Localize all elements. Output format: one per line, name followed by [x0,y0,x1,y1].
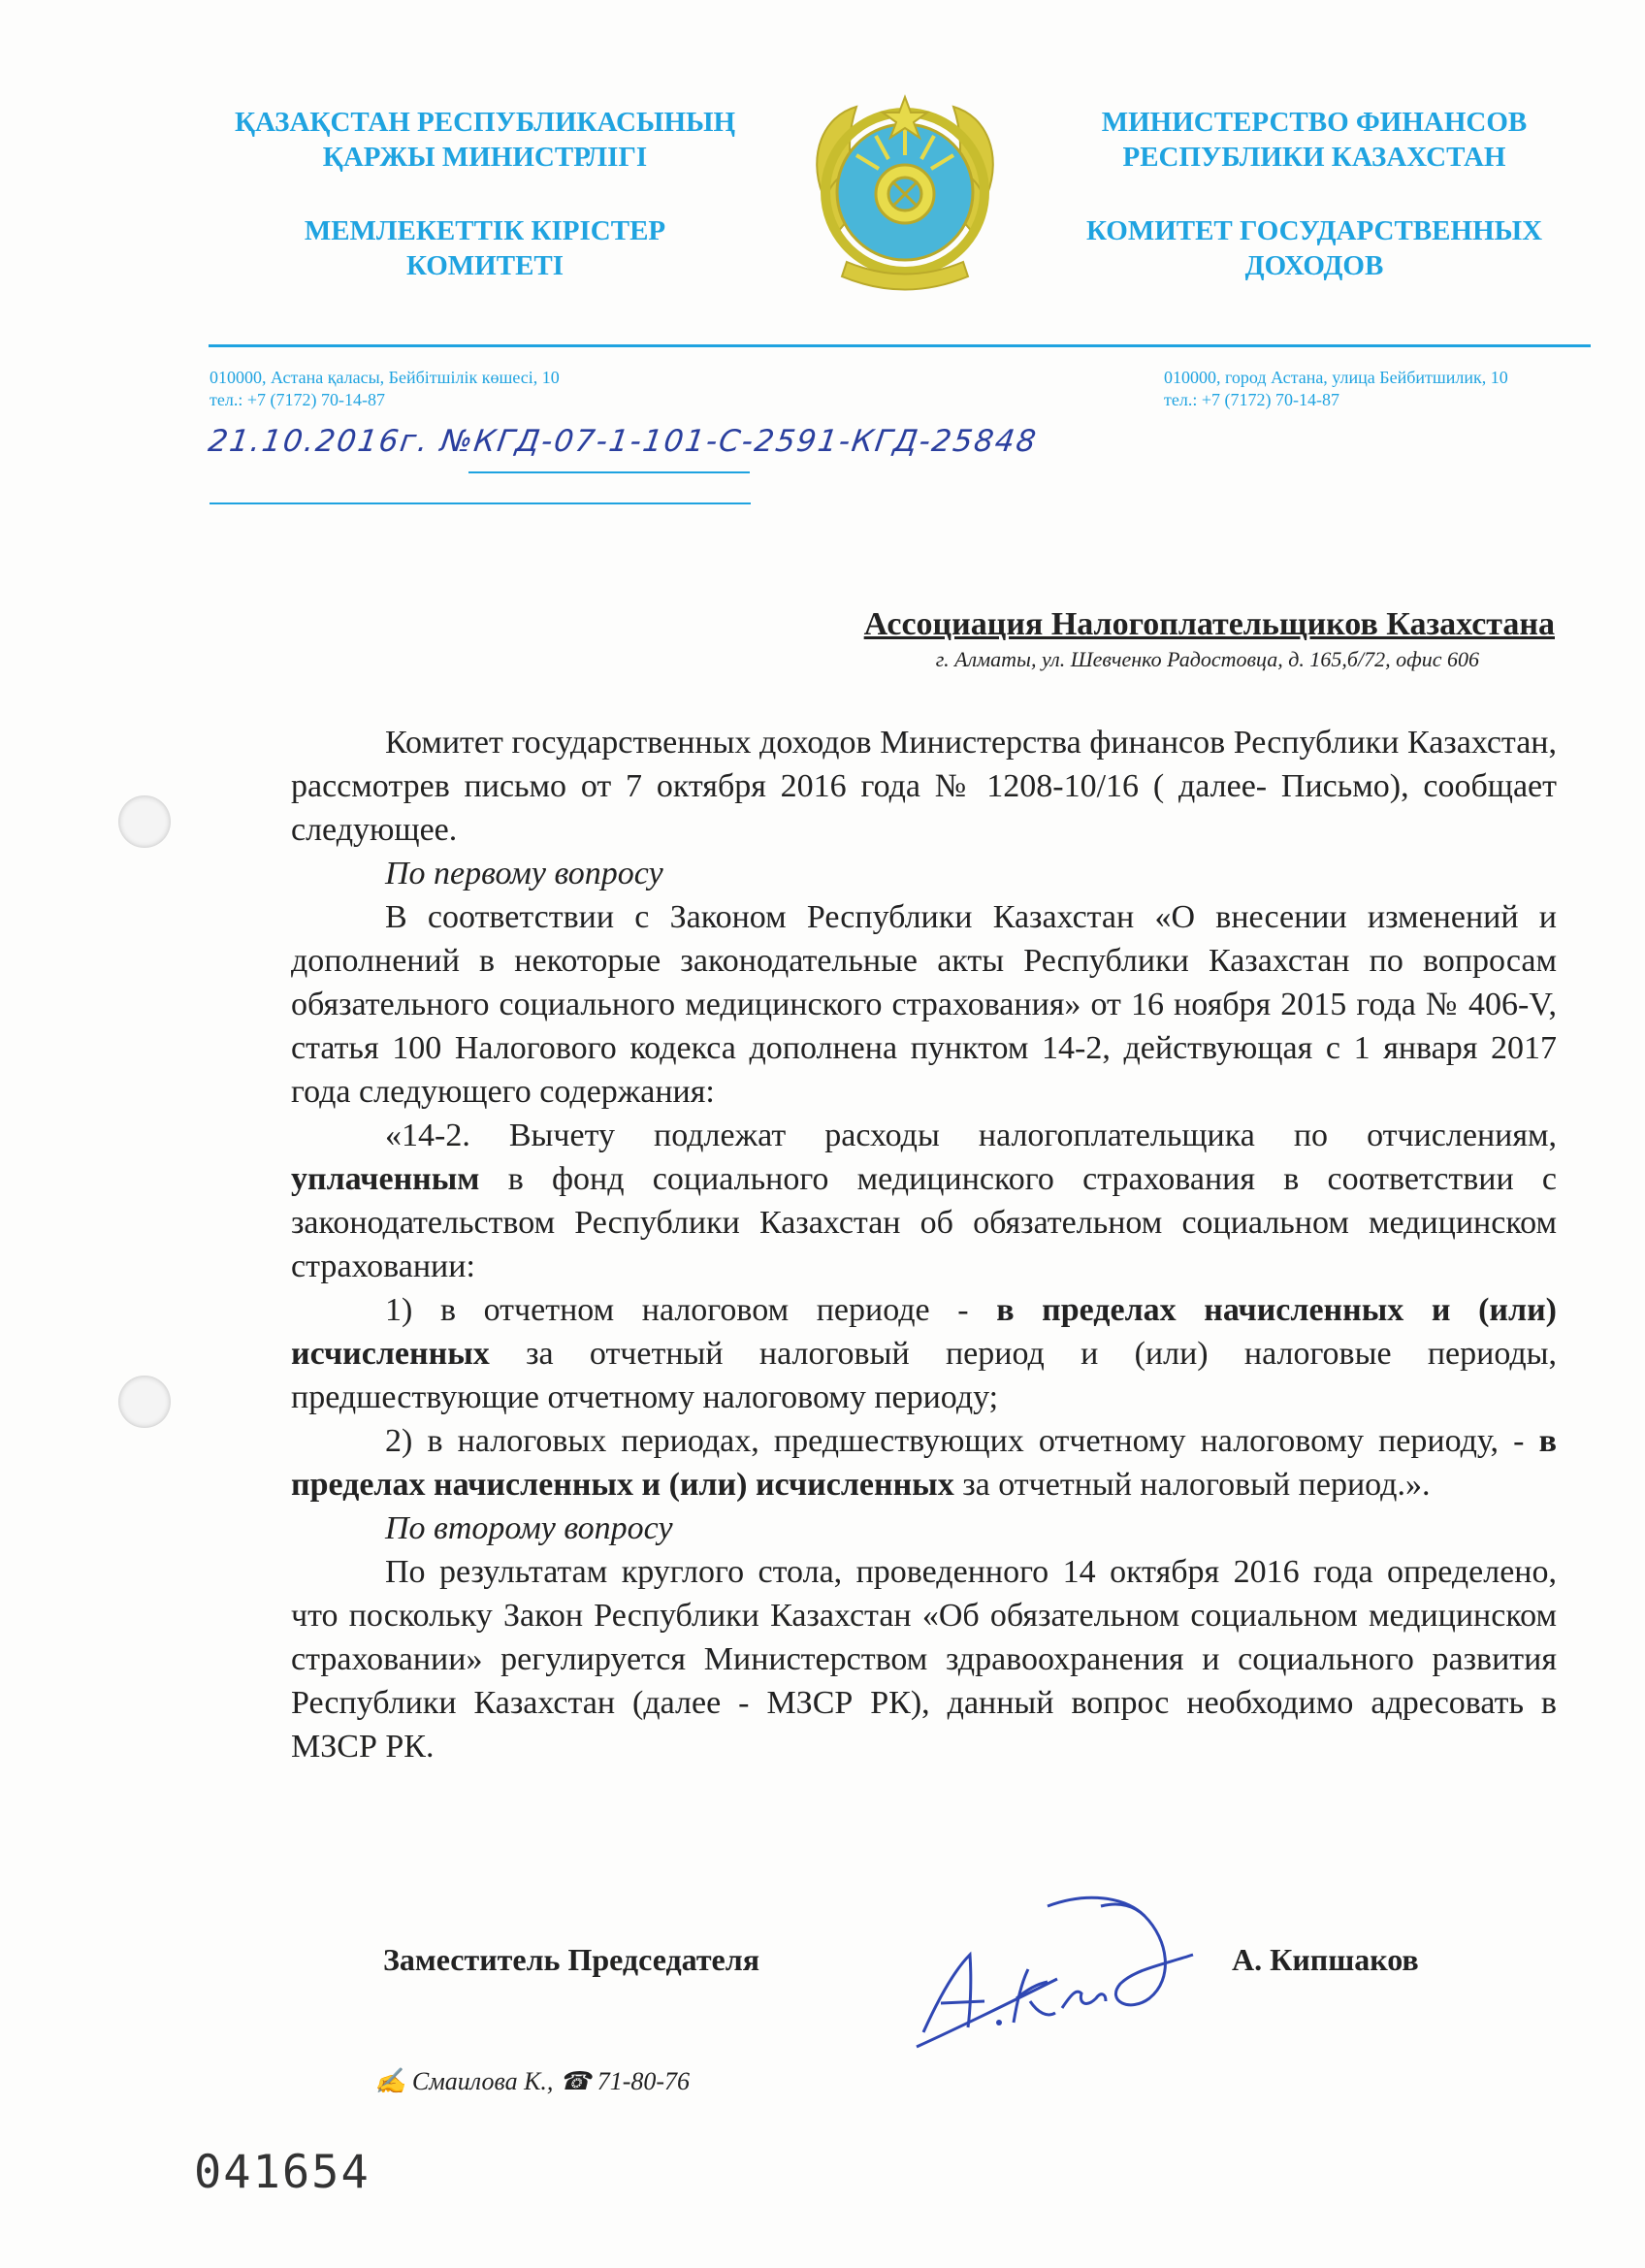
handwritten-signature [902,1887,1212,2061]
phone-russian: тел.: +7 (7172) 70-14-87 [1164,390,1339,409]
registration-number: 041654 [194,2146,371,2199]
addressee-name: Ассоциация Налогоплательщиков Казахстана [863,606,1555,642]
pencil-icon: ✍ [374,2067,406,2095]
paragraph-round-table: По результатам круглого стола, проведенного 14 октября 2016 года определено, что поскольку Закон Республики Казахстан «Об обязательном социальном медицинском страховании» регулируется Министерством здравоохранения и социального развития Республики Казахстан (далее - МЗСР РК), данный вопрос необходимо адресовать в МЗСР РК. [291,1554,1557,1765]
handwritten-outgoing-number: 21.10.2016г. №КГД-07-1-101-С-2591-КГД-25848 [206,424,1041,459]
ministry-name-russian: МИНИСТЕРСТВО ФИНАНСОВ РЕСПУБЛИКИ КАЗАХСТАН [1101,107,1528,173]
state-emblem-kazakhstan-icon [803,78,1007,306]
reference-line [210,502,751,504]
committee-name-russian: КОМИТЕТ ГОСУДАРСТВЕННЫХ ДОХОДОВ [1085,215,1543,281]
paragraph-law-reference: В соответствии с Законом Республики Казахстан «О внесении изменений и дополнений в некоторые законодательные акты Республики Казахстан по вопросам обязательного социального медицинского страхования» от 16 ноября 2015 года № 406-V, статья 100 Налогового кодекса дополнена пунктом 14-2, действующая с 1 января 2017 года следующего содержания: [291,899,1557,1110]
signer-name: А. Кипшаков [1232,1942,1419,1977]
letter-body [291,721,1557,1768]
heading-first-question: По первому вопросу [385,856,663,891]
committee-name-kazakh: МЕМЛЕКЕТТІК КІРІСТЕР КОМИТЕТІ [304,215,666,281]
signer-title: Заместитель Председателя [383,1942,760,1977]
executor-phone: 71-80-76 [597,2067,691,2095]
paragraph-item-2: 2) в налоговых периодах, предшествующих отчетному налоговому периоду, - в пределах начисленных и (или) исчисленных за отчетный налоговый период.». [291,1423,1557,1503]
ministry-name-kazakh: ҚАЗАҚСТАН РЕСПУБЛИКАСЫНЫҢ ҚАРЖЫ МИНИСТРЛІГІ [234,107,736,173]
header-divider [209,344,1591,347]
address-russian: 010000, город Астана, улица Бейбитшилик, 10 [1164,368,1508,387]
addressee-address: г. Алматы, ул. Шевченко Радостовца, д. 165,б/72, офис 606 [935,647,1479,671]
executor-name: Смаилова К., [411,2067,554,2095]
executor-line [374,2066,690,2097]
paragraph-quote-14-2: «14-2. Вычету подлежат расходы налогоплательщика по отчислениям, уплаченным в фонд социального медицинского страхования в соответствии с законодательством Республики Казахстан об обязательном социальном медицинском страховании: [291,1118,1557,1284]
paragraph-intro: Комитет государственных доходов Министерства финансов Республики Казахстан, рассмотрев письмо от 7 октября 2016 года № 1208-10/16 ( далее- Письмо), сообщает следующее. [291,725,1557,848]
paragraph-item-1: 1) в отчетном налоговом периоде - в пределах начисленных и (или) исчисленных за отчетный налоговый период и (или) налоговые периоды, предшествующие отчетному налоговому периоду; [291,1292,1558,1415]
phone-kazakh: тел.: +7 (7172) 70-14-87 [210,390,385,409]
telephone-icon: ☎ [559,2067,592,2095]
punch-hole [118,795,171,848]
heading-second-question: По второму вопросу [385,1510,673,1546]
address-kazakh: 010000, Астана қаласы, Бейбітшілік көшесі, 10 [210,368,560,387]
address-block-kazakh [210,367,791,411]
address-block-russian [1164,367,1610,411]
number-underline [468,471,750,473]
punch-hole [118,1376,171,1428]
